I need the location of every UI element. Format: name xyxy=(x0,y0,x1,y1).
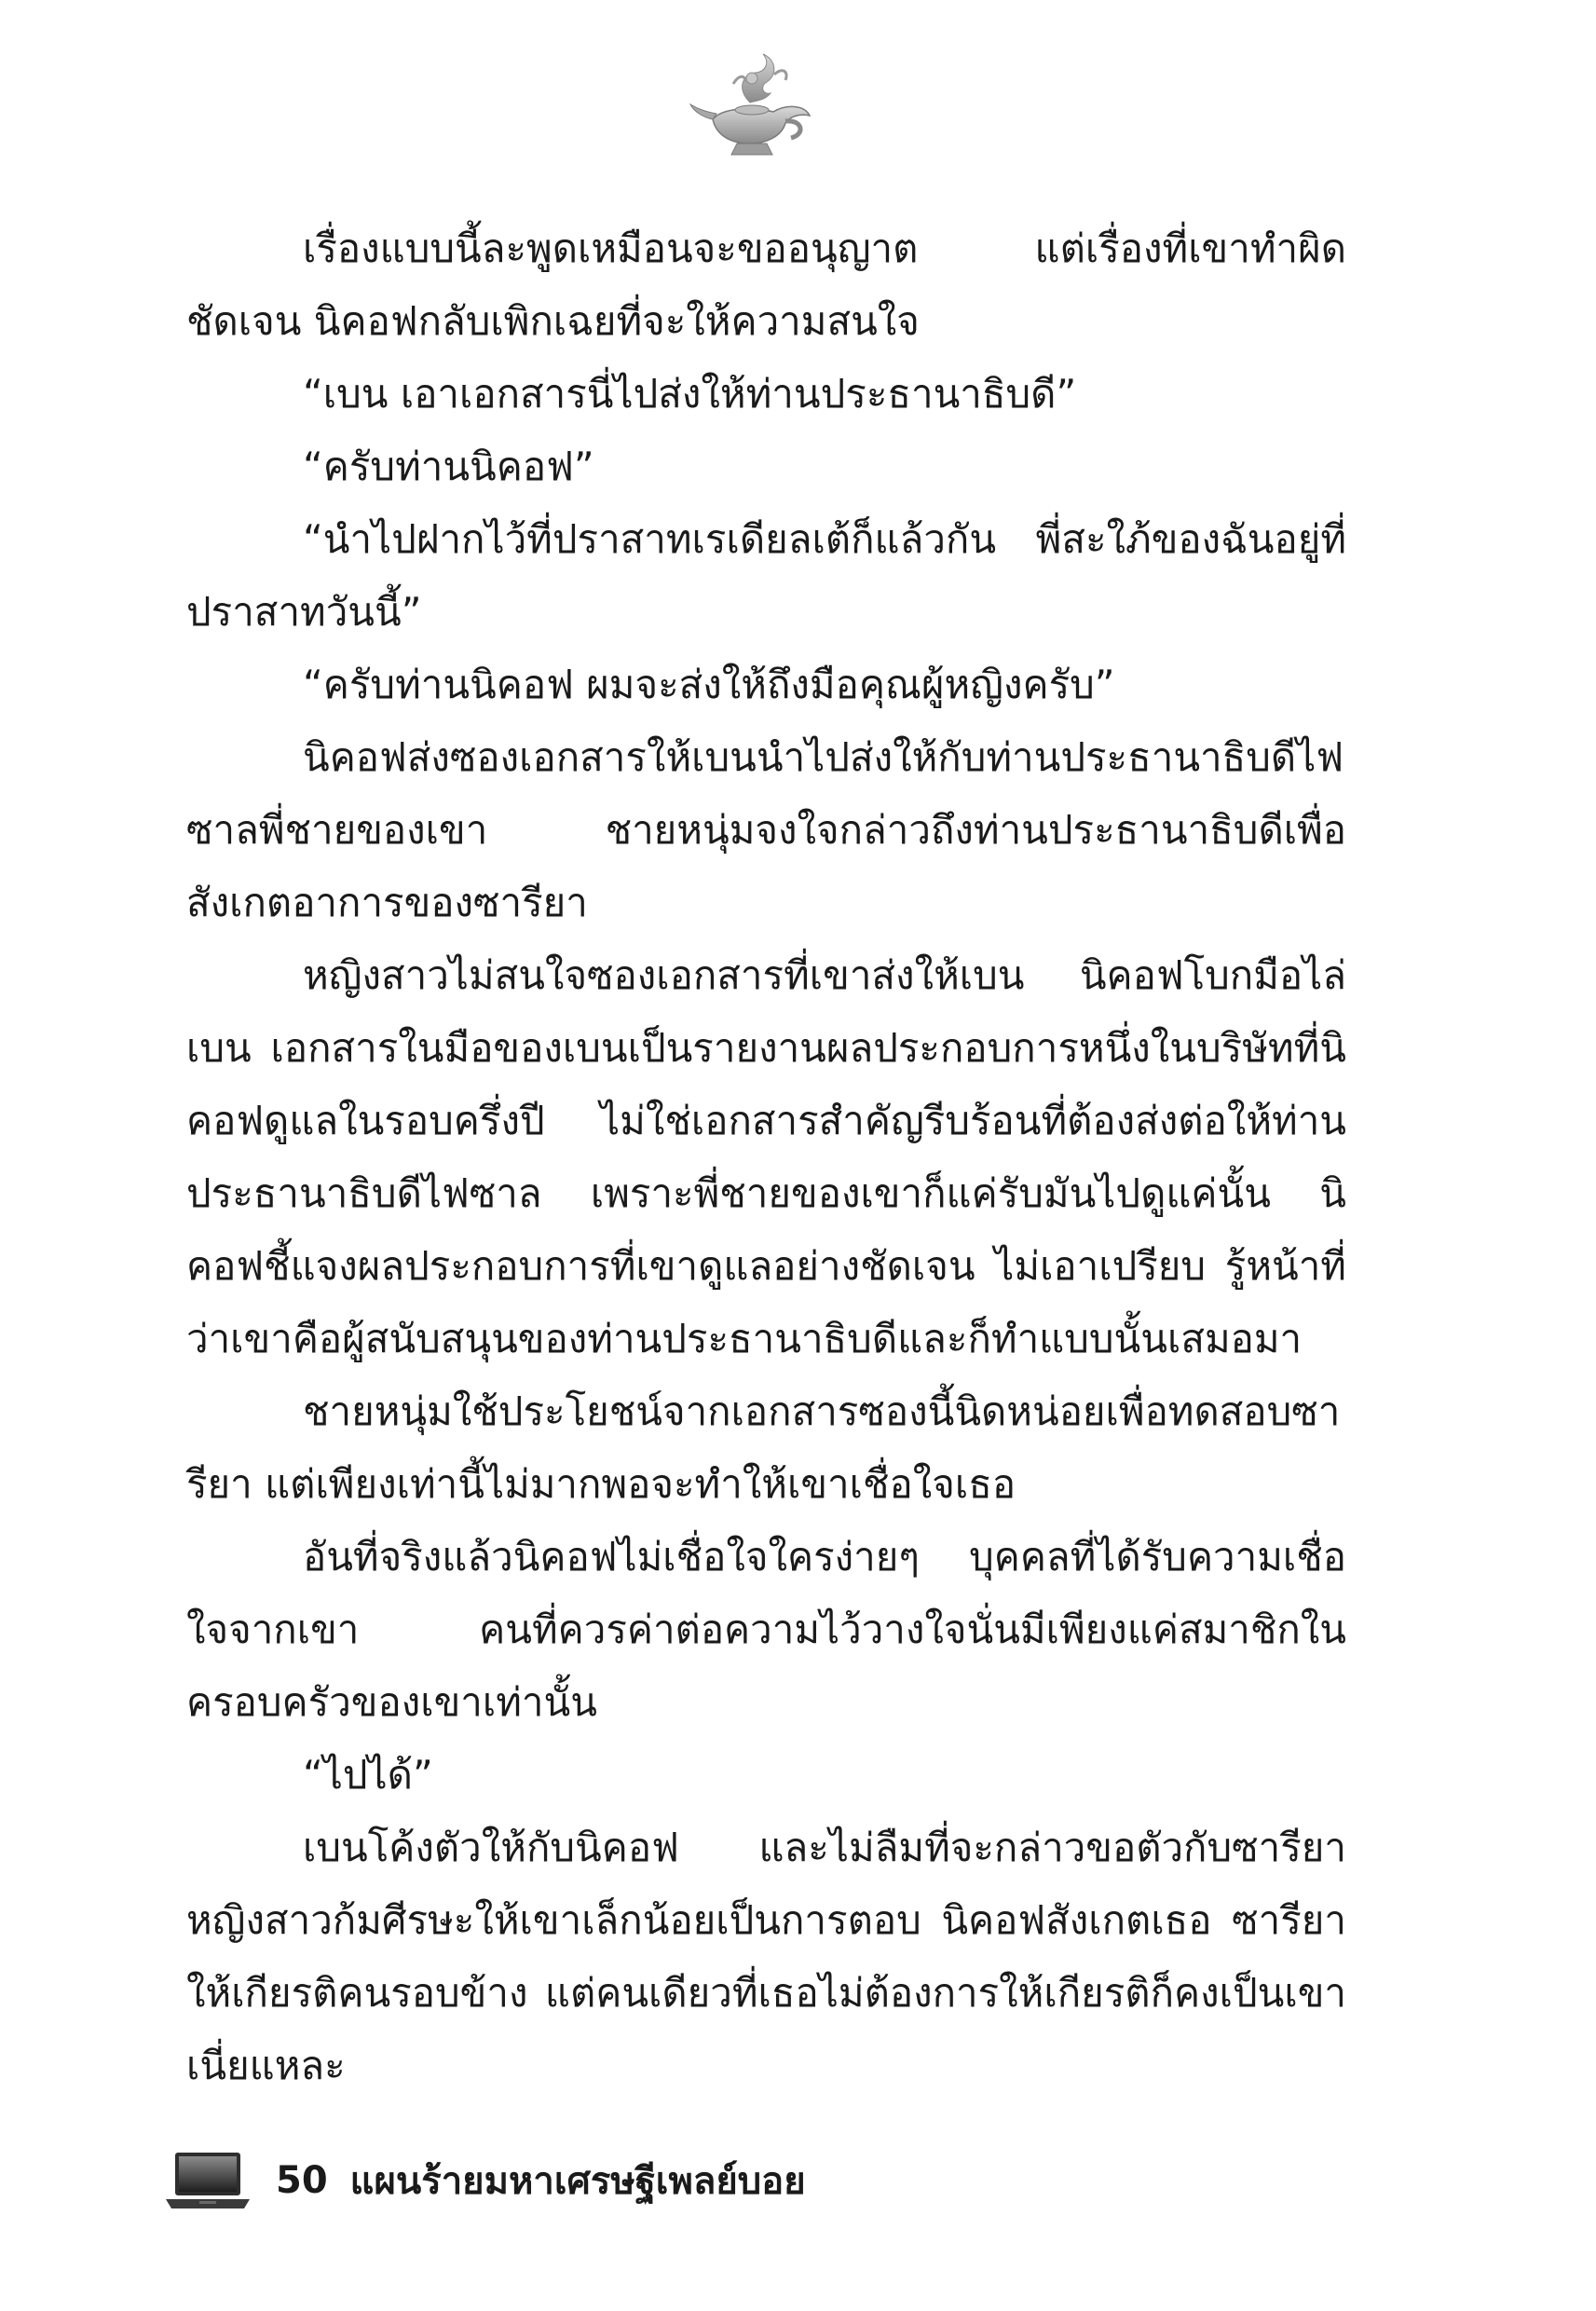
paragraph: เรื่องแบบนี้ละพูดเหมือนจะขออนุญาต แต่เรื่องที่เขาทำผิดชัดเจน นิคอฟกลับเพิกเฉยที่จะให้ความสนใจ xyxy=(186,226,1346,344)
book-title: แผนร้ายมหาเศรษฐีเพลย์บอย xyxy=(349,2160,806,2203)
page-footer xyxy=(166,2148,806,2213)
paragraph: “ครับท่านนิคอฟ” xyxy=(303,444,594,489)
page-number: 50 xyxy=(276,2159,328,2202)
paragraph: “เบน เอาเอกสารนี่ไปส่งให้ท่านประธานาธิบดี” xyxy=(303,371,1077,417)
paragraph: “ครับท่านนิคอฟ ผมจะส่งให้ถึงมือคุณผู้หญิงครับ” xyxy=(303,662,1115,707)
paragraph: หญิงสาวไม่สนใจซองเอกสารที่เขาส่งให้เบน นิคอฟโบกมือไล่เบน เอกสารในมือของเบนเป็นรายงานผลประกอบการหนึ่งในบริษัทที่นิคอฟดูแลในรอบครึ่งปี ไม่ใช่เอกสารสำคัญรีบร้อนที่ต้องส่งต่อให้ท่านประธานาธิบดีไฟซาล เพราะพี่ชายของเขาก็แค่รับมันไปดูแค่นั้น นิคอฟชี้แจงผลประกอบการที่เขาดูแลอย่างชัดเจน ไม่เอาเปรียบ รู้หน้าที่ว่าเขาคือผู้สนับสนุนของท่านประธานาธิบดีและก็ทำแบบนั้นเสมอมา xyxy=(186,952,1346,1361)
genie-lamp-icon xyxy=(685,47,825,163)
paragraph: อันที่จริงแล้วนิคอฟไม่เชื่อใจใครง่ายๆ บุคคลที่ได้รับความเชื่อใจจากเขา คนที่ควรค่าต่อความไว้วางใจนั่นมีเพียงแค่สมาชิกในครอบครัวของเขาเท่านั้น xyxy=(186,1534,1346,1725)
paragraph: นิคอฟส่งซองเอกสารให้เบนนำไปส่งให้กับท่านประธานาธิบดีไฟซาลพี่ชายของเขา ชายหนุ่มจงใจกล่าวถึงท่านประธานาธิบดีเพื่อสังเกตอาการของซารียา xyxy=(186,734,1346,925)
paragraph: “นำไปฝากไว้ที่ปราสาทเรเดียลเต้ก็แล้วกัน พี่สะใภ้ของฉันอยู่ที่ปราสาทวันนี้” xyxy=(186,516,1346,635)
paragraph: “ไปได้” xyxy=(303,1752,433,1798)
laptop-icon xyxy=(166,2151,250,2210)
body-text xyxy=(186,212,1346,2102)
paragraph: ชายหนุ่มใช้ประโยชน์จากเอกสารซองนี้นิดหน่อยเพื่อทดสอบซารียา แต่เพียงเท่านี้ไม่มากพอจะทำให้เขาเชื่อใจเธอ xyxy=(186,1388,1341,1507)
paragraph: เบนโค้งตัวให้กับนิคอฟ และไม่ลืมที่จะกล่าวขอตัวกับซารียา หญิงสาวก้มศีรษะให้เขาเล็กน้อยเป็นการตอบ นิคอฟสังเกตเธอ ซารียาให้เกียรติคนรอบข้าง แต่คนเดียวที่เธอไม่ต้องการให้เกียรติก็คงเป็นเขาเนี่ยแหละ xyxy=(186,1825,1346,2088)
